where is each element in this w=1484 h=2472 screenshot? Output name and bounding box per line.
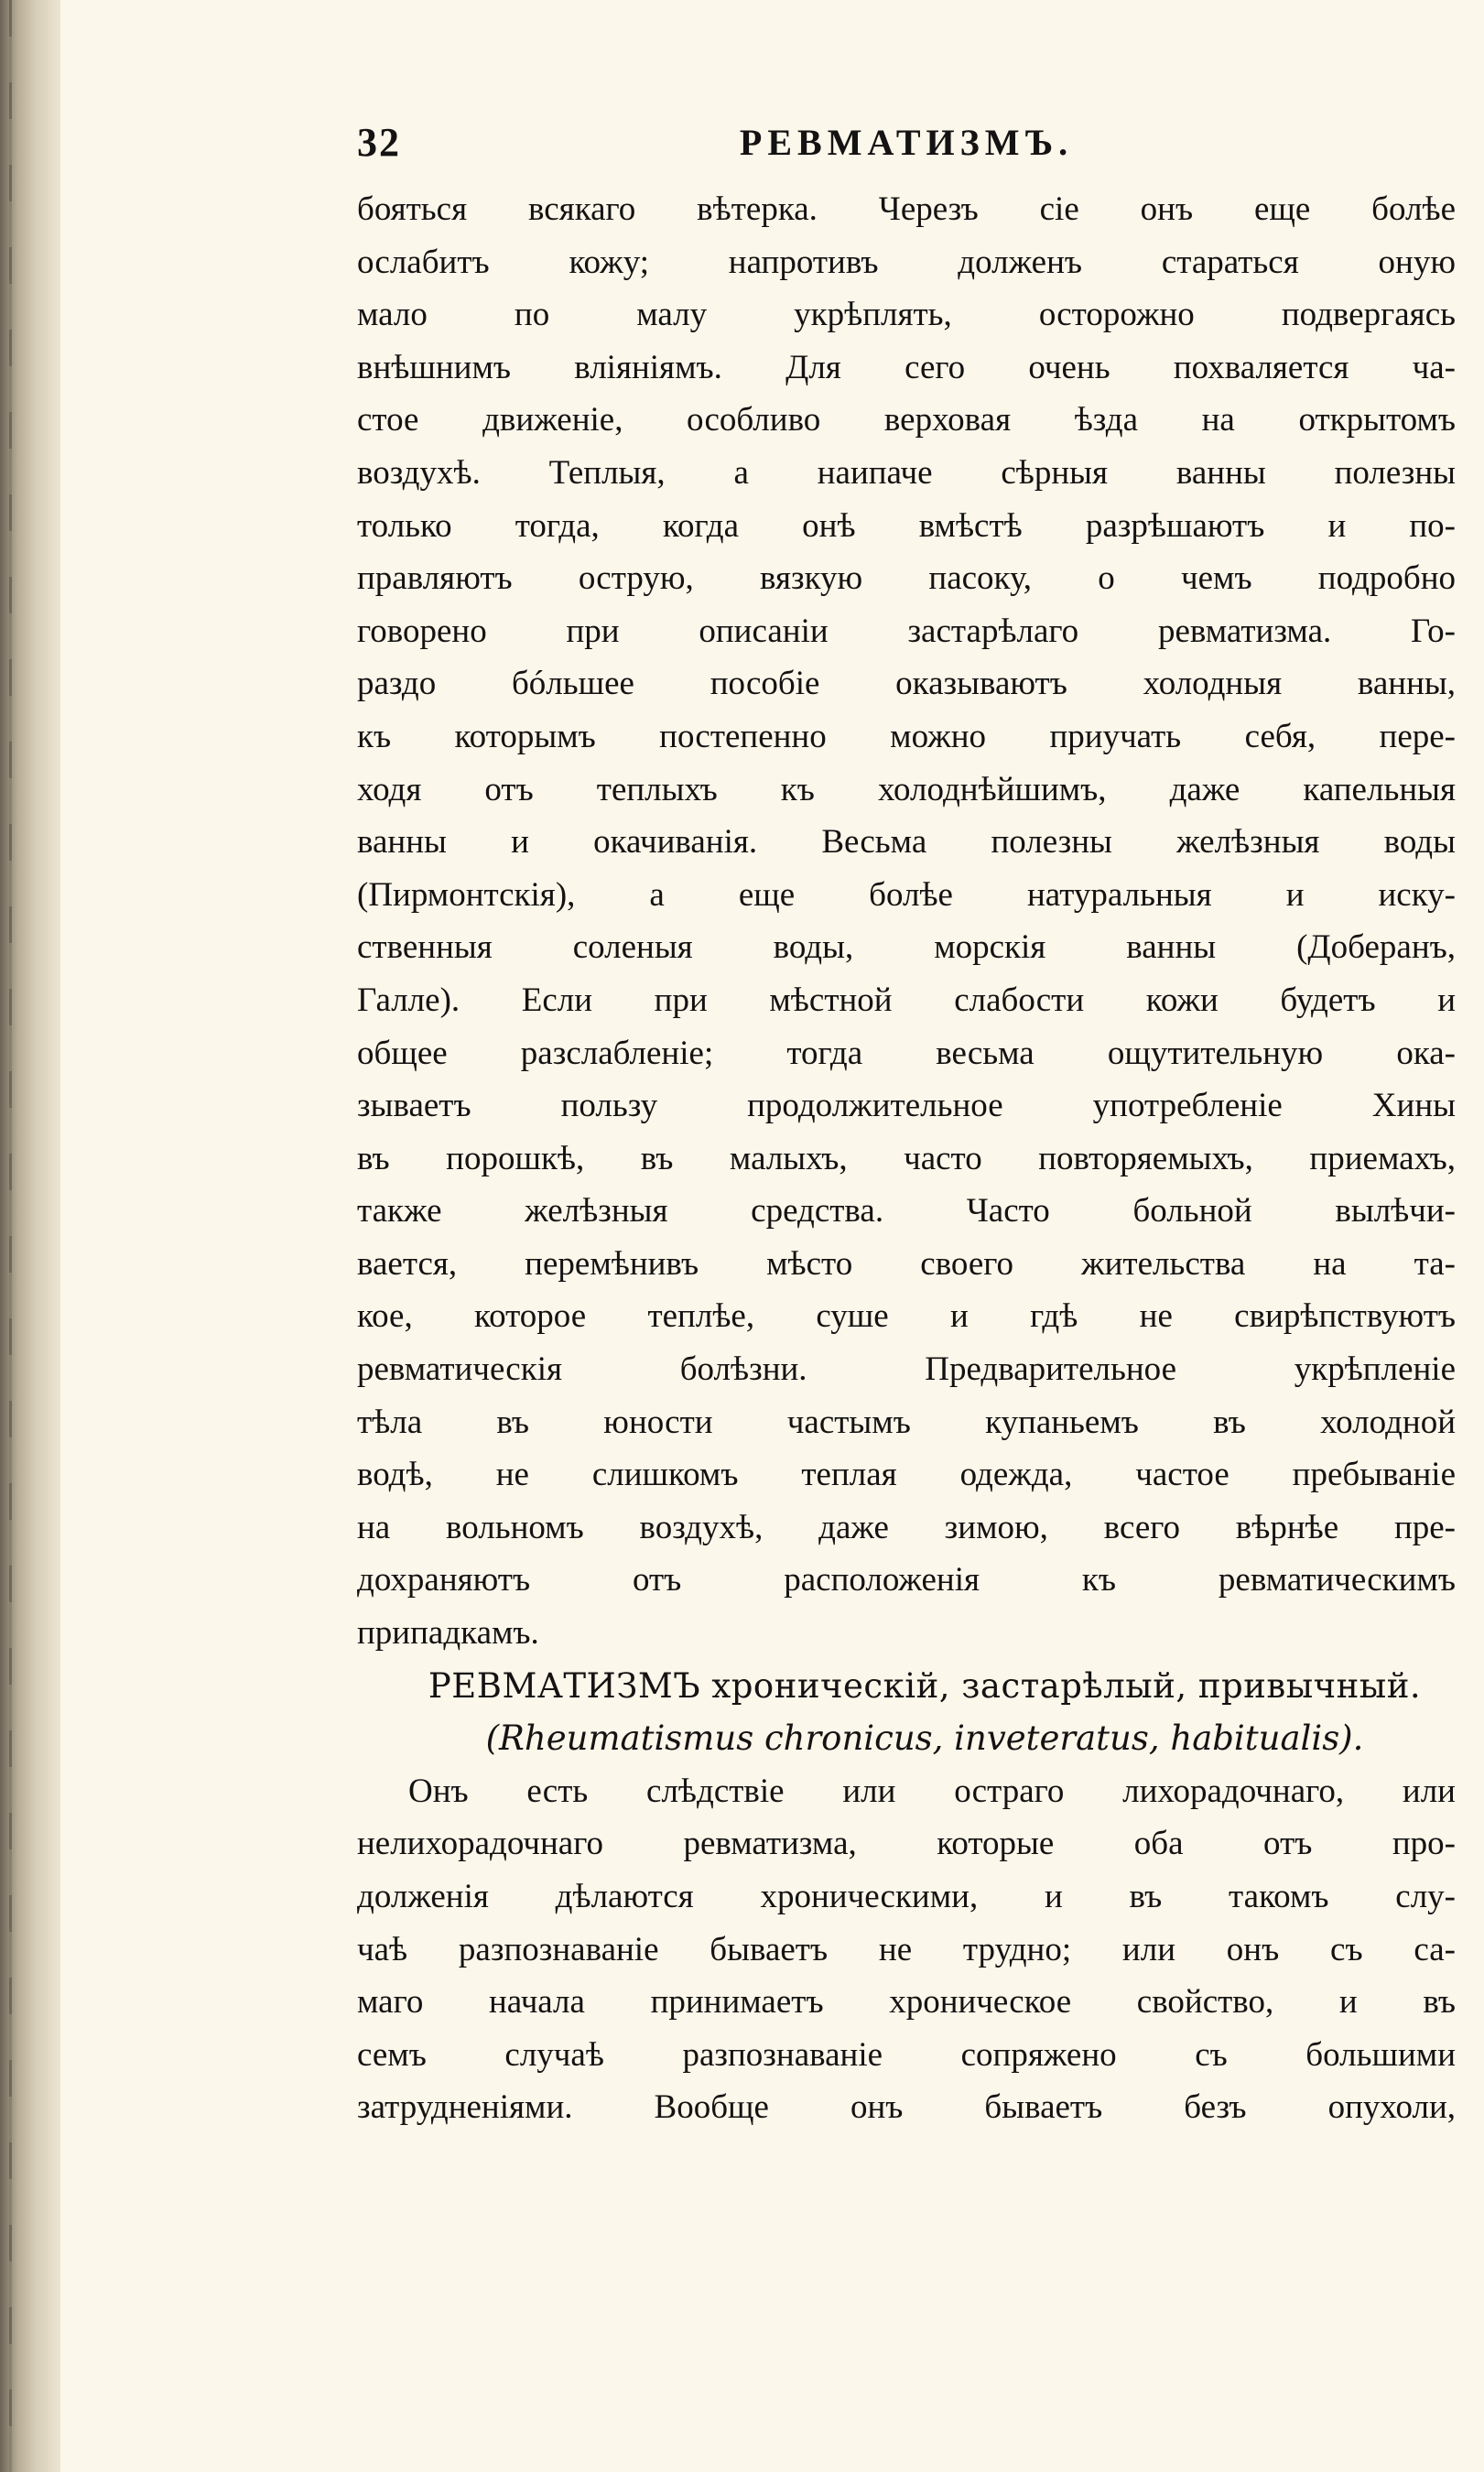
text-line: ванны и окачиванiя. Весьма полезны желѣзныя воды — [357, 823, 1456, 862]
text-line: тѣла въ юности частымъ купаньемъ въ холодной — [357, 1403, 1456, 1441]
page-number: 32 — [357, 120, 401, 165]
text-line: долженiя дѣлаются хроническими, и въ такомъ слу- — [357, 1878, 1456, 1915]
section-latin-heading: (Rheumatismus chronicus, inveteratus, habitualis). — [485, 1718, 1364, 1759]
text-line: вается, перемѣнивъ мѣсто своего жительства на та- — [357, 1244, 1456, 1283]
text-line: затрудненiями. Вообще онъ бываетъ безъ опухоли, — [357, 2088, 1456, 2127]
text-line: ревматическiя болѣзни. Предварительное укрѣпленiе — [357, 1350, 1456, 1389]
text-line: чаѣ разпознаванiе бываетъ не трудно; или онъ съ са- — [357, 1930, 1456, 1968]
text-line: (Пирмонтскiя), а еще болѣе натуральныя и иску- — [357, 875, 1456, 914]
text-line: семъ случаѣ разпознаванiе сопряжено съ большими — [357, 2035, 1456, 2074]
text-line: мало по малу укрѣплять, осторожно подвергаясь — [357, 296, 1456, 334]
text-line: нелихорадочнаго ревматизма, которые оба отъ про- — [357, 1825, 1456, 1863]
text-line: кое, которое теплѣе, суше и гдѣ не свирѣпствуютъ — [357, 1297, 1456, 1336]
text-line: бояться всякаго вѣтерка. Черезъ сiе онъ еще болѣе — [357, 190, 1456, 228]
text-line: только тогда, когда онѣ вмѣстѣ разрѣшаютъ и по- — [357, 506, 1456, 545]
paragraph-2 — [357, 1765, 1456, 2134]
text-line: воздухѣ. Теплыя, а наипаче сѣрныя ванны полезны — [357, 453, 1456, 492]
page-header — [357, 119, 1456, 183]
text-line: на вольномъ воздухѣ, даже зимою, всего вѣрнѣе пре- — [357, 1508, 1456, 1546]
text-line: ственныя соленыя воды, морскiя ванны (Доберанъ, — [357, 928, 1456, 967]
text-line: правляютъ острую, вязкую пасоку, о чемъ подробно — [357, 559, 1456, 598]
running-title: РЕВМАТИЗМЪ. — [739, 122, 1074, 163]
book-page — [357, 119, 1456, 2134]
text-line: раздо бóльшее пособiе оказываютъ холодныя ванны, — [357, 665, 1456, 703]
text-line: говорено при описанiи застарѣлаго ревматизма. Го- — [357, 612, 1456, 650]
book-binding-edge — [0, 0, 60, 2472]
text-line: водѣ, не слишкомъ теплая одежда, частое пребыванiе — [357, 1456, 1456, 1494]
text-line: дохраняютъ отъ расположенiя къ ревматическимъ — [357, 1561, 1456, 1599]
text-line: къ которымъ постепенно можно приучать себя, пере- — [357, 717, 1456, 755]
section-heading: РЕВМАТИЗМЪ хроническiй, застарѣлый, привычный. — [428, 1665, 1422, 1706]
text-line: также желѣзныя средства. Часто больной вылѣчи- — [357, 1192, 1456, 1231]
text-line: Галле). Если при мѣстной слабости кожи будетъ и — [357, 981, 1456, 1019]
text-line: ослабитъ кожу; напротивъ долженъ стараться оную — [357, 243, 1456, 281]
text-line: Онъ есть слѣдствiе или остраго лихорадочнаго, или — [408, 1772, 1456, 1810]
text-line: внѣшнимъ влiянiямъ. Для сего очень похваляется ча- — [357, 348, 1456, 386]
text-line: стое движенiе, особливо верховая ѣзда на открытомъ — [357, 401, 1456, 439]
text-line: ходя отъ теплыхъ къ холоднѣйшимъ, даже капельныя — [357, 770, 1456, 808]
text-line: зываетъ пользу продолжительное употребленiе Хины — [357, 1087, 1456, 1125]
text-line: припадкамъ. — [357, 1614, 539, 1653]
paragraph-1 — [357, 183, 1456, 1660]
text-line: маго начала принимаетъ хроническое свойство, и въ — [357, 1983, 1456, 2022]
text-line: въ порошкѣ, въ малыхъ, часто повторяемыхъ, приемахъ, — [357, 1139, 1456, 1177]
text-line: общее разслабленiе; тогда весьма ощутительную ока- — [357, 1034, 1456, 1072]
